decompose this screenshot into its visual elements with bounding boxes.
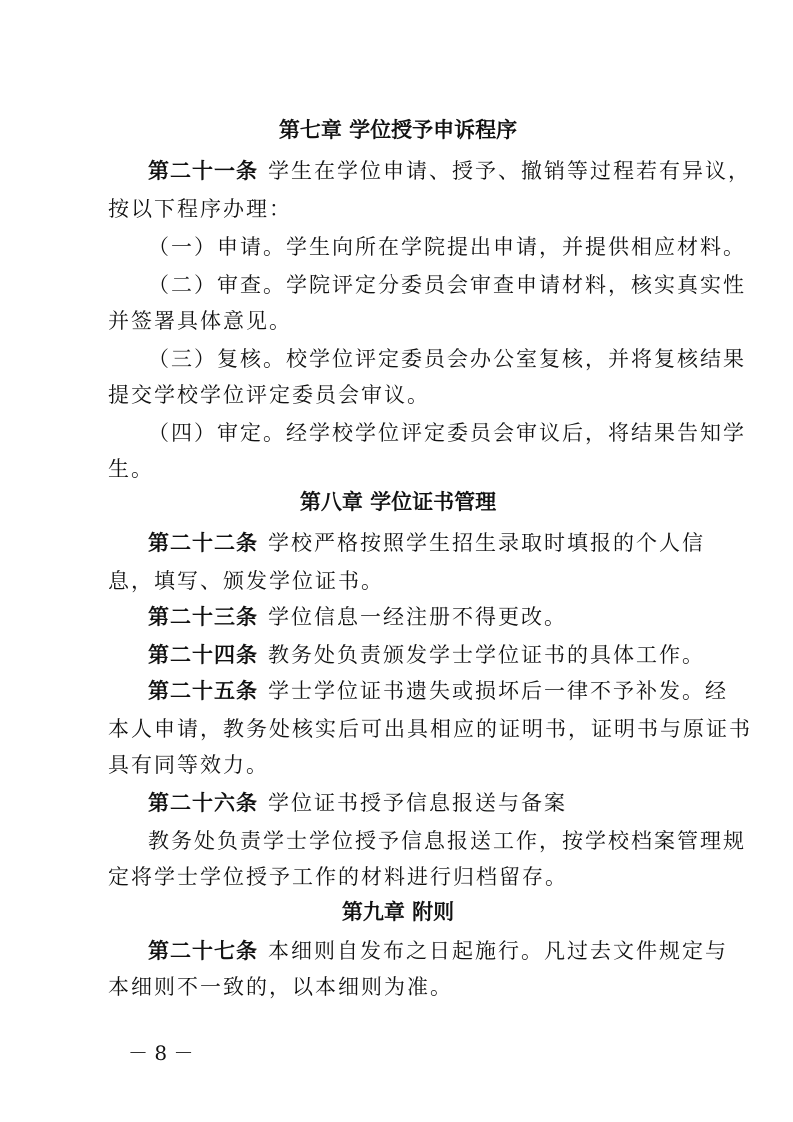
article-22-text-1: 学校严格按照学生招生录取时填报的个人信 <box>268 531 705 555</box>
item-2-line-2: 并签署具体意见。 <box>108 309 292 333</box>
article-23-text: 学位信息一经注册不得更改。 <box>268 605 567 629</box>
item-3-line-2: 提交学校学位评定委员会审议。 <box>108 383 430 407</box>
article-25-line-2: 本人申请，教务处核实后可出具相应的证明书，证明书与原证书 <box>108 717 752 741</box>
article-23-line <box>148 602 708 632</box>
article-27-number: 第二十七条 <box>148 939 258 963</box>
article-24-line <box>148 640 708 670</box>
article-26-line-1 <box>148 788 708 818</box>
article-26-number: 第二十六条 <box>148 791 258 815</box>
article-25-line-3: 具有同等效力。 <box>108 753 269 777</box>
item-3-line-1: （三）复核。校学位评定委员会办公室复核，并将复核结果 <box>148 347 746 371</box>
article-25-number: 第二十五条 <box>148 679 258 703</box>
chapter-9-heading: 第九章 附则 <box>341 900 455 924</box>
article-26-line-3: 定将学士学位授予工作的材料进行归档留存。 <box>108 865 568 889</box>
item-4-line-2: 生。 <box>108 457 154 481</box>
article-21-line-2: 按以下程序办理： <box>108 197 292 221</box>
item-4-line-1: （四）审定。经学校学位评定委员会审议后，将结果告知学 <box>148 421 746 445</box>
article-21-text-1: 学生在学位申请、授予、撤销等过程若有异议， <box>268 159 751 183</box>
article-21-line-1 <box>148 156 751 186</box>
article-25-text-1: 学士学位证书遗失或损坏后一律不予补发。经 <box>268 679 728 703</box>
article-22-line-1 <box>148 528 708 558</box>
article-27-line-1 <box>148 936 728 966</box>
item-2-line-1: （二）审查。学院评定分委员会审查申请材料，核实真实性 <box>148 273 746 297</box>
article-26-line-2: 教务处负责学士学位授予信息报送工作，按学校档案管理规 <box>148 829 746 853</box>
article-22-number: 第二十二条 <box>148 531 258 555</box>
article-27-line-2: 本细则不一致的，以本细则为准。 <box>108 975 453 999</box>
article-23-number: 第二十三条 <box>148 605 258 629</box>
article-21-number: 第二十一条 <box>148 159 258 183</box>
chapter-7-heading: 第七章 学位授予申诉程序 <box>278 118 518 142</box>
article-26-text-1: 学位证书授予信息报送与备案 <box>268 791 567 815</box>
article-22-line-2: 息，填写、颁发学位证书。 <box>108 569 384 593</box>
chapter-8-heading: 第八章 学位证书管理 <box>299 490 497 514</box>
article-24-number: 第二十四条 <box>148 643 258 667</box>
article-27-text-1: 本细则自发布之日起施行。凡过去文件规定与 <box>268 939 728 963</box>
page-number: － 8 － <box>128 1041 194 1065</box>
item-1-line: （一）申请。学生向所在学院提出申请，并提供相应材料。 <box>148 235 746 259</box>
article-25-line-1 <box>148 676 728 706</box>
article-24-text: 教务处负责颁发学士学位证书的具体工作。 <box>268 643 705 667</box>
